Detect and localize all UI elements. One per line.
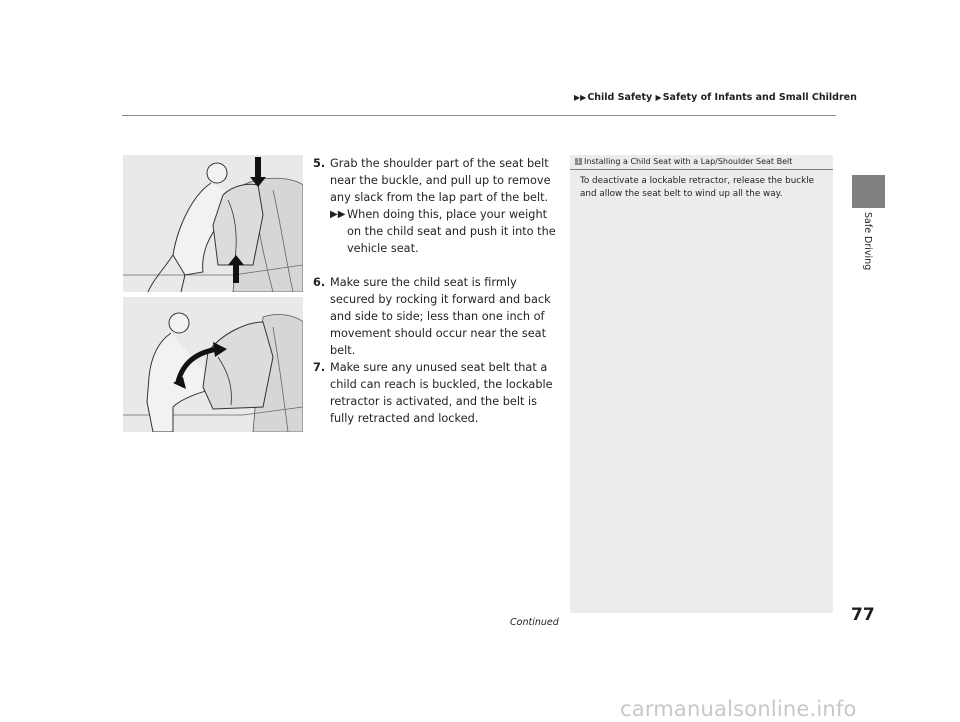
note-title-text: Installing a Child Seat with a Lap/Shoulder Seat Belt <box>584 157 793 166</box>
page-number: 77 <box>851 605 875 625</box>
step-7 <box>313 359 558 427</box>
step-text: Grab the shoulder part of the seat belt near the buckle, and pull up to remove any slack from the lap part of the belt. <box>330 157 551 204</box>
step-5-substep <box>313 206 558 257</box>
substep-text: When doing this, place your weight on the child seat and push it into the vehicle seat. <box>347 208 556 255</box>
section-tab-text: Safe Driving <box>862 212 873 271</box>
steps-list <box>313 155 558 427</box>
step-5 <box>313 155 558 206</box>
illustration-rock-seat <box>123 297 303 432</box>
step-text: Make sure the child seat is firmly secured by rocking it forward and back and side to side; less than one inch of movement should occur near the seat belt. <box>330 276 551 357</box>
continued-label: Continued <box>510 617 559 628</box>
step-number: 6. <box>313 276 326 289</box>
illustration-pull-belt <box>123 155 303 292</box>
arrow-icon: ▶ <box>655 93 662 102</box>
section-tab-label <box>852 212 885 322</box>
header-rule <box>122 115 836 116</box>
breadcrumb-item-infants: Safety of Infants and Small Children <box>662 92 857 103</box>
double-arrow-icon: ▶▶ <box>574 93 587 102</box>
watermark-text: carmanualsonline.info <box>620 697 857 721</box>
step-6 <box>313 274 558 359</box>
note-divider <box>570 169 833 170</box>
breadcrumb-item-child-safety: Child Safety <box>587 92 653 103</box>
breadcrumb <box>574 92 857 103</box>
note-number-icon: 1 <box>576 158 581 165</box>
step-number: 5. <box>313 157 326 170</box>
step-text: Make sure any unused seat belt that a child can reach is buckled, the lockable retractor is activated, and the belt is fully retracted and locked. <box>330 361 553 425</box>
section-tab-marker <box>852 175 885 208</box>
arrow-icon: ▶▶ <box>330 209 346 220</box>
step-number: 7. <box>313 361 326 374</box>
note-panel <box>570 155 833 613</box>
note-title <box>575 157 792 166</box>
watermark <box>0 696 960 722</box>
note-body: To deactivate a lockable retractor, release the buckle and allow the seat belt to wind up all the way. <box>580 176 815 199</box>
